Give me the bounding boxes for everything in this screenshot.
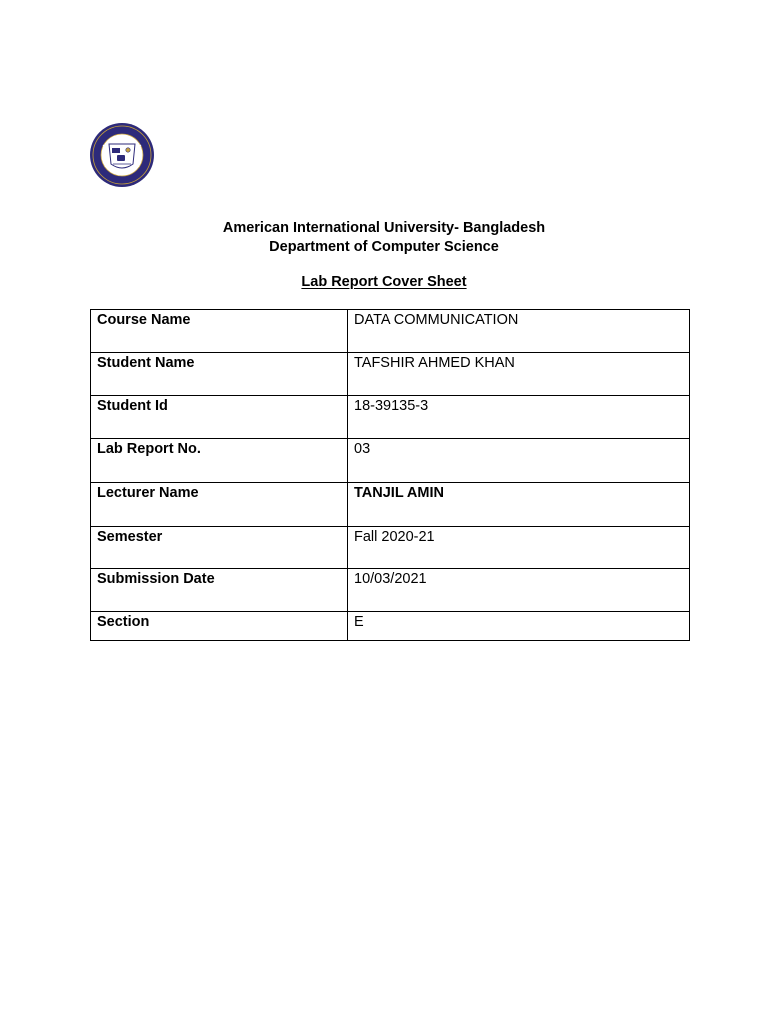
table-row [91,353,690,396]
row-value: 18-39135-3 [348,396,690,439]
university-name: American International University- Bangladesh [222,220,546,236]
row-value: 10/03/2021 [348,569,690,612]
row-label: Lecturer Name [91,483,348,527]
row-label: Course Name [91,310,348,353]
row-value: E [348,612,690,641]
sheet-title-text: Lab Report Cover Sheet [301,274,467,290]
row-label: Submission Date [91,569,348,612]
row-label: Student Id [91,396,348,439]
table-row [91,569,690,612]
department-name: Department of Computer Science [269,239,499,255]
university-logo [89,122,155,188]
row-label: Student Name [91,353,348,396]
table-row [91,439,690,483]
row-value: TANJIL AMIN [348,483,690,527]
row-value: TAFSHIR AHMED KHAN [348,353,690,396]
row-value: Fall 2020-21 [348,527,690,569]
sheet-title [0,273,768,292]
table-row [91,483,690,527]
table-row [91,527,690,569]
cover-sheet-table [90,309,690,641]
row-label: Section [91,612,348,641]
table-row [91,612,690,641]
table-row [91,310,690,353]
row-label: Lab Report No. [91,439,348,483]
row-value: DATA COMMUNICATION [348,310,690,353]
row-value: 03 [348,439,690,483]
row-label: Semester [91,527,348,569]
document-header [0,219,768,257]
table-row [91,396,690,439]
